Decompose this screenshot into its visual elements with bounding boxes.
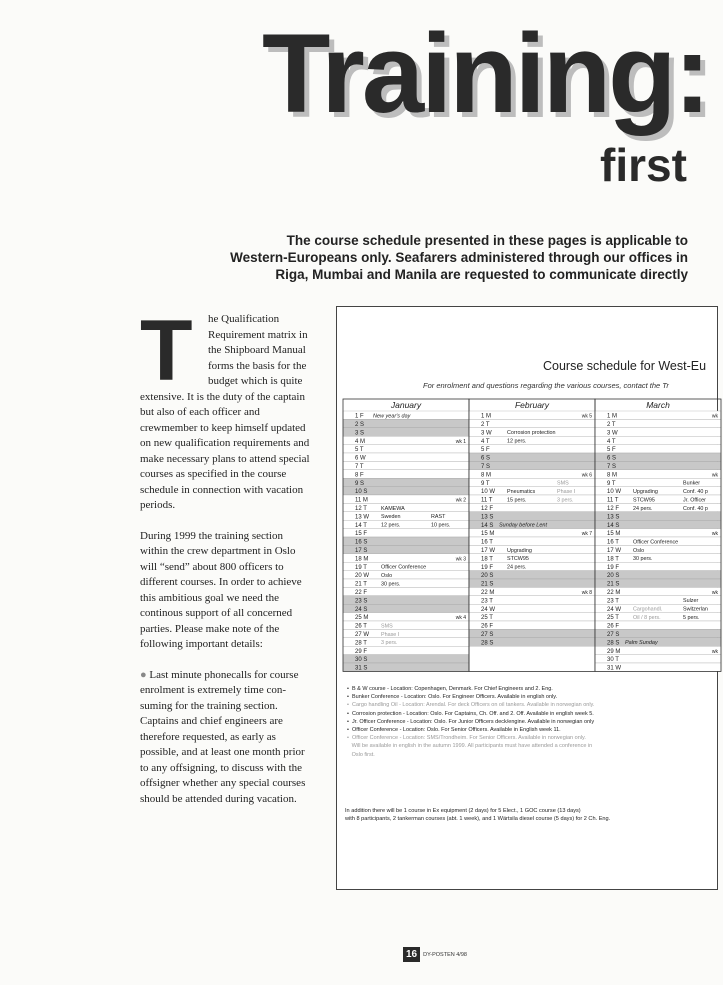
day-label: 22 M: [607, 590, 621, 596]
week-number: wk 1: [455, 438, 466, 445]
day-label: 7 S: [607, 464, 617, 470]
course-note: • Officer Conference - Location: Oslo. For Senior Officers. Available in English week 11.: [347, 727, 561, 734]
day-label: 11 M: [355, 497, 368, 504]
day-label: 21 S: [607, 581, 620, 588]
week-number: wk: [711, 413, 718, 420]
day-label: 2 S: [355, 422, 365, 428]
day-label: 30 S: [355, 657, 368, 664]
day-label: 31 S: [355, 665, 368, 672]
intro-line: The course schedule presented in these pages is applicable to: [286, 233, 688, 248]
day-label: 1 M: [607, 413, 618, 420]
course-label: Pneumatics: [507, 489, 536, 495]
week-number: wk 8: [581, 590, 592, 596]
day-label: 26 F: [607, 623, 620, 630]
calendar-note: New year's day: [373, 413, 411, 420]
day-label: 19 T: [355, 564, 367, 571]
day-label: 15 M: [481, 531, 495, 538]
day-label: 31 W: [607, 665, 622, 672]
day-label: 14 S: [607, 522, 620, 529]
day-label: 23 T: [481, 598, 493, 605]
day-label: 19 F: [607, 564, 620, 571]
day-label: 25 T: [607, 615, 619, 622]
calendar-note: Palm Sunday: [625, 640, 658, 647]
course-label: Officer Conference: [633, 539, 679, 546]
bullet-text: Last minute phonecalls for course enrolment is extremely time con-suming for the training section. Captains and chief engineers are therefore requested, as early as possible, and at least one month prior to any offsigning, to discuss with the offsigner whether any special courses should be attended during vacation.: [140, 668, 306, 805]
course-label: 3 pers.: [557, 497, 574, 504]
body-paragraph-2: During 1999 the training section within the crew department in Oslo will “send” about 800 officers to different courses. In order to achieve this ambitious goal we need the continous support of all concerned parties. Please make note of the following important details:: [140, 529, 302, 650]
course-label: 12 pers.: [507, 438, 527, 445]
course-note: Will be available in english in the autumn 1999. All participants must have attended a conference in: [347, 743, 593, 750]
day-label: 3 W: [481, 430, 492, 437]
day-label: 12 T: [355, 506, 367, 512]
course-label: STCW95: [633, 497, 655, 504]
day-label: 17 S: [355, 548, 368, 554]
day-label: 5 F: [607, 447, 616, 454]
course-label: KAMEWA: [381, 505, 405, 512]
day-label: 6 S: [607, 455, 617, 462]
page-subtitle: first: [600, 139, 687, 191]
course-label: Corrosion protection: [507, 430, 556, 437]
additional-line: with 8 participants, 2 tankerman courses (abt. 1 week), and 1 Wärtsila diesel course (5 days) for 2 Ch. Eng.: [345, 816, 611, 822]
day-label: 2 T: [607, 422, 616, 428]
course-note: • Jr. Officer Conference - Location: Oslo. For Junior Officers deck/engine. Available in norwegian only: [347, 718, 595, 725]
day-label: 18 T: [607, 556, 619, 563]
course-label: 3 pers.: [381, 640, 398, 647]
day-label: 8 F: [355, 472, 364, 479]
week-number: wk 7: [581, 531, 592, 538]
month-header: February: [514, 400, 550, 410]
course-label: 10 pers.: [431, 522, 451, 529]
course-label: Oslo: [381, 573, 393, 579]
day-label: 22 F: [355, 590, 368, 596]
day-label: 28 S: [607, 640, 620, 647]
course-label: SMS: [557, 480, 569, 487]
course-label: Cargohandl.: [633, 606, 663, 613]
course-note: Oslo first.: [347, 751, 375, 758]
course-label: 15 pers.: [507, 497, 527, 504]
page-title: Training:: [262, 11, 708, 136]
day-label: 20 S: [607, 573, 620, 580]
day-label: 14 T: [355, 522, 367, 529]
day-label: 1 F: [355, 413, 364, 420]
day-label: 18 T: [481, 556, 493, 563]
course-label: 5 pers.: [683, 615, 700, 621]
course-label: Upgrading: [507, 547, 532, 554]
month-header: March: [646, 400, 670, 410]
week-number: wk: [711, 472, 718, 479]
week-number: wk 5: [581, 413, 592, 420]
course-label: Switzerlan: [683, 606, 708, 613]
course-label: 30 pers.: [633, 556, 653, 563]
day-label: 25 T: [481, 615, 493, 622]
course-label: Sulzer: [683, 598, 699, 605]
day-label: 11 T: [607, 497, 619, 504]
week-number: wk: [711, 590, 718, 596]
day-label: 26 T: [355, 623, 367, 630]
day-label: 12 F: [481, 506, 494, 512]
day-label: 2 T: [481, 422, 490, 428]
day-label: 9 T: [607, 480, 616, 487]
week-number: wk 4: [455, 615, 466, 622]
course-label: Upgrading: [633, 489, 658, 495]
day-label: 23 S: [355, 598, 368, 605]
day-label: 13 S: [481, 514, 494, 521]
day-label: 10 S: [355, 489, 368, 496]
day-label: 17 W: [481, 548, 496, 554]
schedule-subtitle: For enrolment and questions regarding the various courses, contact the Tr: [423, 381, 669, 390]
course-label: Conf. 40 p: [683, 505, 708, 512]
intro-paragraph: [218, 232, 688, 283]
week-number: wk 3: [455, 556, 466, 563]
page-number: 16: [403, 947, 420, 962]
day-label: 6 S: [481, 455, 491, 462]
week-number: wk: [711, 531, 718, 538]
course-label: Oslo: [633, 547, 645, 554]
day-label: 21 S: [481, 581, 494, 588]
course-notes: [347, 685, 717, 759]
calendar-note: Sunday before Lent: [499, 522, 548, 529]
course-schedule-box: [336, 306, 718, 890]
day-label: 10 W: [481, 489, 496, 496]
course-label: Conf. 40 p: [683, 489, 708, 495]
course-note: • B & W course - Location: Copenhagen, Denmark. For Chief Engineers and 2. Eng.: [347, 686, 553, 692]
day-label: 7 S: [481, 464, 491, 470]
schedule-calendar: [343, 399, 723, 677]
day-label: 20 W: [355, 573, 370, 580]
day-label: 30 T: [607, 657, 619, 664]
day-label: 28 T: [355, 640, 367, 647]
day-label: 16 S: [355, 539, 368, 546]
day-label: 11 T: [481, 497, 493, 504]
course-label: Oil / 8 pers.: [633, 615, 661, 621]
day-label: 13 S: [607, 514, 620, 521]
month-header: January: [390, 400, 422, 410]
course-label: STCW95: [507, 556, 529, 563]
course-note: • Cargo handling Oil - Location: Arendal. For deck Officers on oil tankers. Available in norwegian only.: [347, 702, 595, 709]
day-label: 6 W: [355, 455, 366, 462]
body-column: [140, 303, 312, 822]
day-label: 24 W: [481, 606, 496, 613]
course-label: 12 pers.: [381, 522, 401, 529]
schedule-title: Course schedule for West-Eu: [543, 359, 707, 373]
day-label: 23 T: [607, 598, 619, 605]
week-number: wk 6: [581, 472, 592, 479]
day-label: 3 W: [607, 430, 618, 437]
page-footer: [403, 946, 467, 964]
day-label: 27 W: [355, 632, 370, 638]
additional-line: In addition there will be 1 course in Ex equipment (2 days) for 5 Elect., 1 GOC course (13 days): [345, 808, 581, 814]
day-label: 24 S: [355, 606, 368, 613]
day-label: 5 T: [355, 447, 364, 454]
day-label: 15 M: [607, 531, 621, 538]
course-label: Officer Conference: [381, 564, 427, 571]
day-label: 4 T: [607, 438, 616, 445]
day-label: 15 F: [355, 531, 368, 538]
day-label: 22 M: [481, 590, 495, 596]
course-note: • Officer Conference - Location: SMS/Trondheim. For Senior Officers. Available in norwegian only.: [347, 735, 586, 742]
day-label: 8 M: [607, 472, 618, 479]
course-note: • Bunker Conference - Location: Oslo. For Engineer Officers. Available in english only.: [347, 694, 558, 701]
course-label: Sweden: [381, 514, 401, 521]
body-paragraph-3: [140, 668, 312, 808]
additional-courses: [345, 807, 610, 823]
day-label: 10 W: [607, 489, 622, 496]
day-label: 24 W: [607, 606, 622, 613]
day-label: 28 S: [481, 640, 494, 647]
day-label: 19 F: [481, 564, 494, 571]
day-label: 4 M: [355, 438, 366, 445]
day-label: 5 F: [481, 447, 490, 454]
course-label: 24 pers.: [633, 505, 653, 512]
course-label: RAST: [431, 514, 446, 521]
day-label: 29 F: [355, 648, 368, 655]
course-label: Phase I: [557, 489, 576, 495]
day-label: 9 T: [481, 480, 490, 487]
week-number: wk 2: [455, 497, 466, 504]
day-label: 7 T: [355, 464, 364, 470]
day-label: 3 S: [355, 430, 365, 437]
day-label: 8 M: [481, 472, 492, 479]
day-label: 4 T: [481, 438, 490, 445]
day-label: 29 M: [607, 648, 621, 655]
course-label: SMS: [381, 623, 393, 630]
intro-line: Western-Europeans only. Seafarers administered through our offices in: [230, 250, 688, 265]
course-label: 24 pers.: [507, 564, 527, 571]
day-label: 26 F: [481, 623, 494, 630]
drop-cap: T: [140, 303, 193, 399]
course-label: Jr. Officer: [683, 497, 706, 504]
day-label: 21 T: [355, 581, 367, 588]
course-note: • Corrosion protection - Location: Oslo. For Captains, Ch. Off. and 2. Off. Available in english week 5.: [347, 710, 594, 717]
week-number: wk: [711, 648, 718, 655]
day-label: 13 W: [355, 514, 370, 521]
course-label: 30 pers.: [381, 581, 401, 588]
body-paragraph-1: he Qualification Requirement matrix in the Shipboard Manual forms the basis for the budget which is quite extensive. It is the duty of the captain but also of each officer and crewmember to keep himself updated on new qualification requirements and make necessary plans to attend special courses as specified in the course schedule in connection with vacation periods.: [140, 313, 310, 511]
day-label: 27 S: [481, 632, 494, 638]
day-label: 17 W: [607, 548, 622, 554]
day-label: 25 M: [355, 615, 369, 622]
bullet-icon: ●: [140, 668, 147, 681]
course-label: Phase I: [381, 631, 400, 638]
publication-name: DY-POSTEN 4/98: [423, 951, 467, 958]
day-label: 27 S: [607, 632, 620, 638]
day-label: 20 S: [481, 573, 494, 580]
day-label: 1 M: [481, 413, 492, 420]
day-label: 9 S: [355, 480, 365, 487]
day-label: 16 T: [481, 539, 493, 546]
intro-line: Riga, Mumbai and Manila are requested to communicate directly: [275, 267, 688, 282]
day-label: 12 F: [607, 506, 620, 512]
day-label: 14 S: [481, 522, 494, 529]
day-label: 18 M: [355, 556, 369, 563]
course-label: Bunker: [683, 480, 701, 487]
day-label: 16 T: [607, 539, 619, 546]
